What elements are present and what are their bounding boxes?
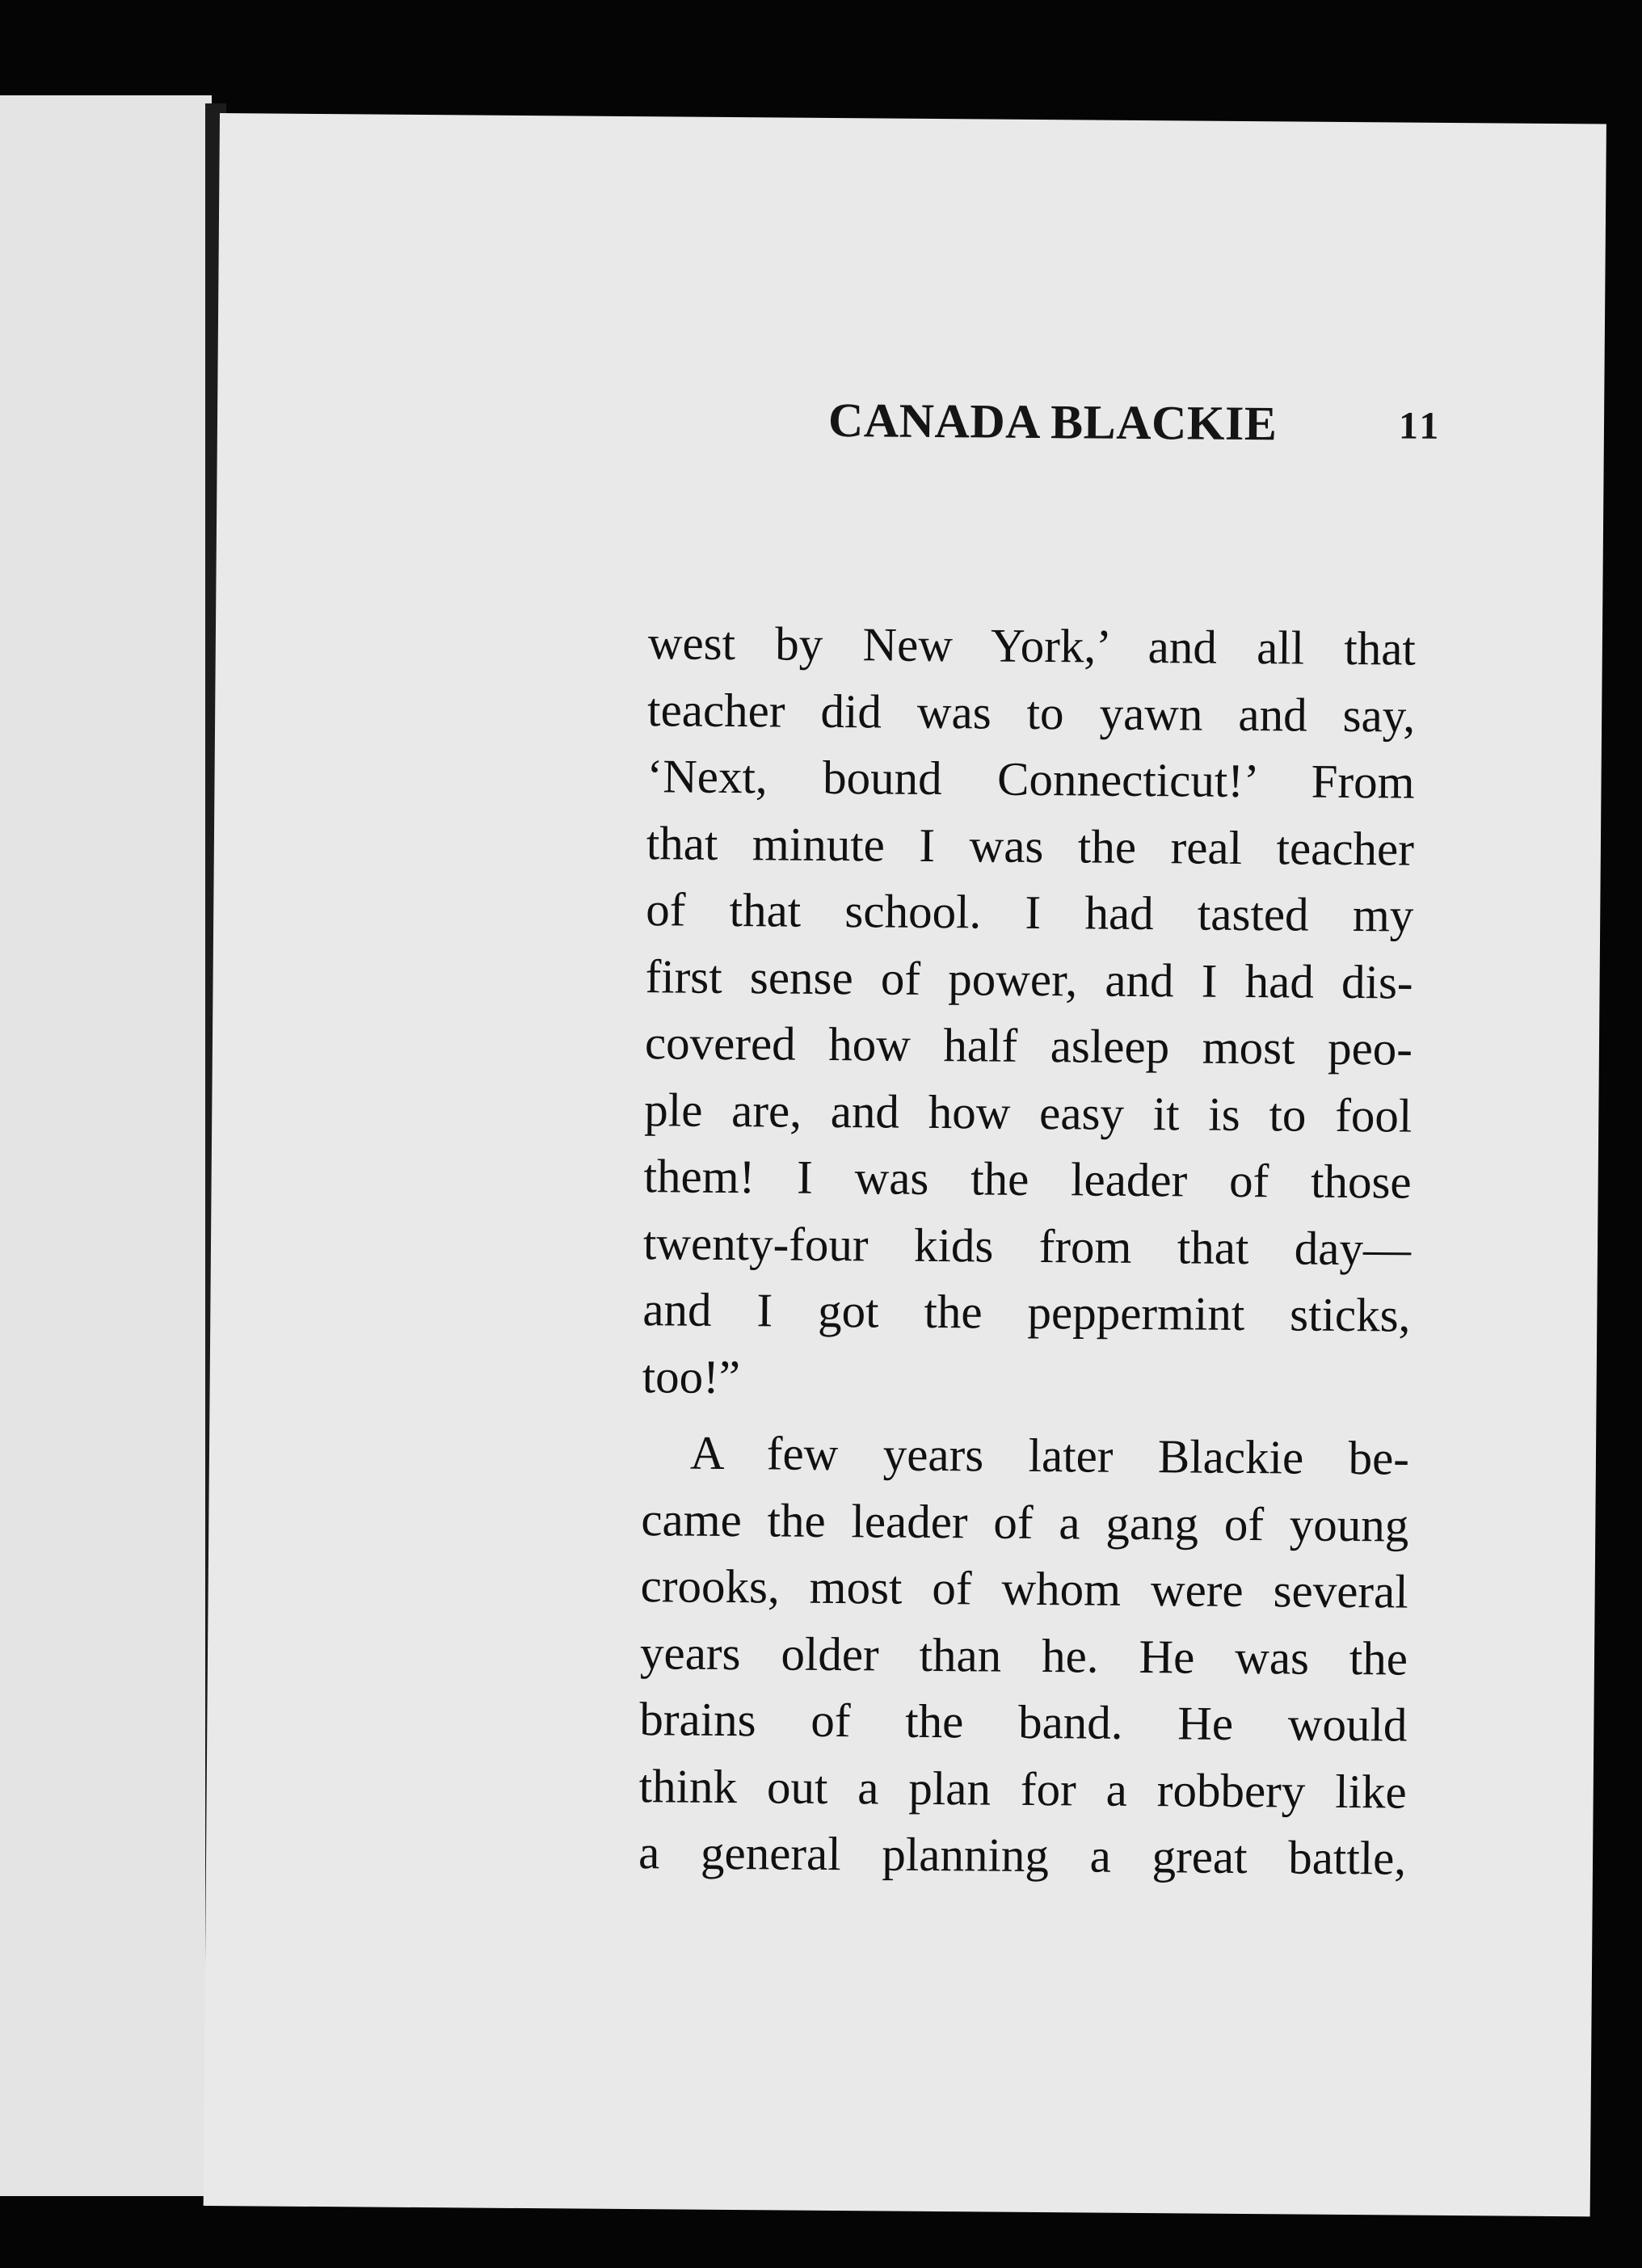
text-line: west by New York,’ and all that	[647, 616, 1417, 675]
text-line: crooks, most of whom were several	[640, 1559, 1408, 1618]
body-text	[638, 609, 1416, 1891]
running-head-title: CANADA BLACKIE	[827, 393, 1278, 451]
text-line: A few years later Blackie be-	[689, 1425, 1410, 1485]
text-line: think out a plan for a robbery like	[638, 1758, 1407, 1819]
facing-page-edge	[0, 95, 212, 2196]
text-line: of that school. I had tasted my	[646, 882, 1414, 942]
running-head	[605, 391, 1446, 478]
text-line: brains of the band. He would	[639, 1692, 1408, 1752]
text-line: that minute I was the real teacher	[646, 815, 1415, 876]
text-line: first sense of power, and I had dis-	[645, 949, 1413, 1009]
text-line: a general planning a great battle,	[638, 1825, 1407, 1885]
text-line: came the leader of a gang of young	[641, 1492, 1409, 1552]
text-line: covered how half asleep most peo-	[644, 1016, 1413, 1075]
text-line: them! I was the leader of those	[643, 1149, 1412, 1209]
book-page	[204, 113, 1606, 2216]
text-line: ple are, and how easy it is to fool	[644, 1082, 1413, 1142]
page-number: 11	[1398, 404, 1442, 448]
text-line: years older than he. He was the	[639, 1625, 1408, 1685]
text-line: and I got the peppermint sticks,	[642, 1282, 1411, 1342]
text-line: teacher did was to yawn and say,	[646, 682, 1416, 743]
text-line: ‘Next, bound Connecticut!’ From	[646, 749, 1415, 809]
text-line: twenty-four kids from that day—	[642, 1215, 1412, 1276]
text-line: too!”	[642, 1349, 741, 1403]
